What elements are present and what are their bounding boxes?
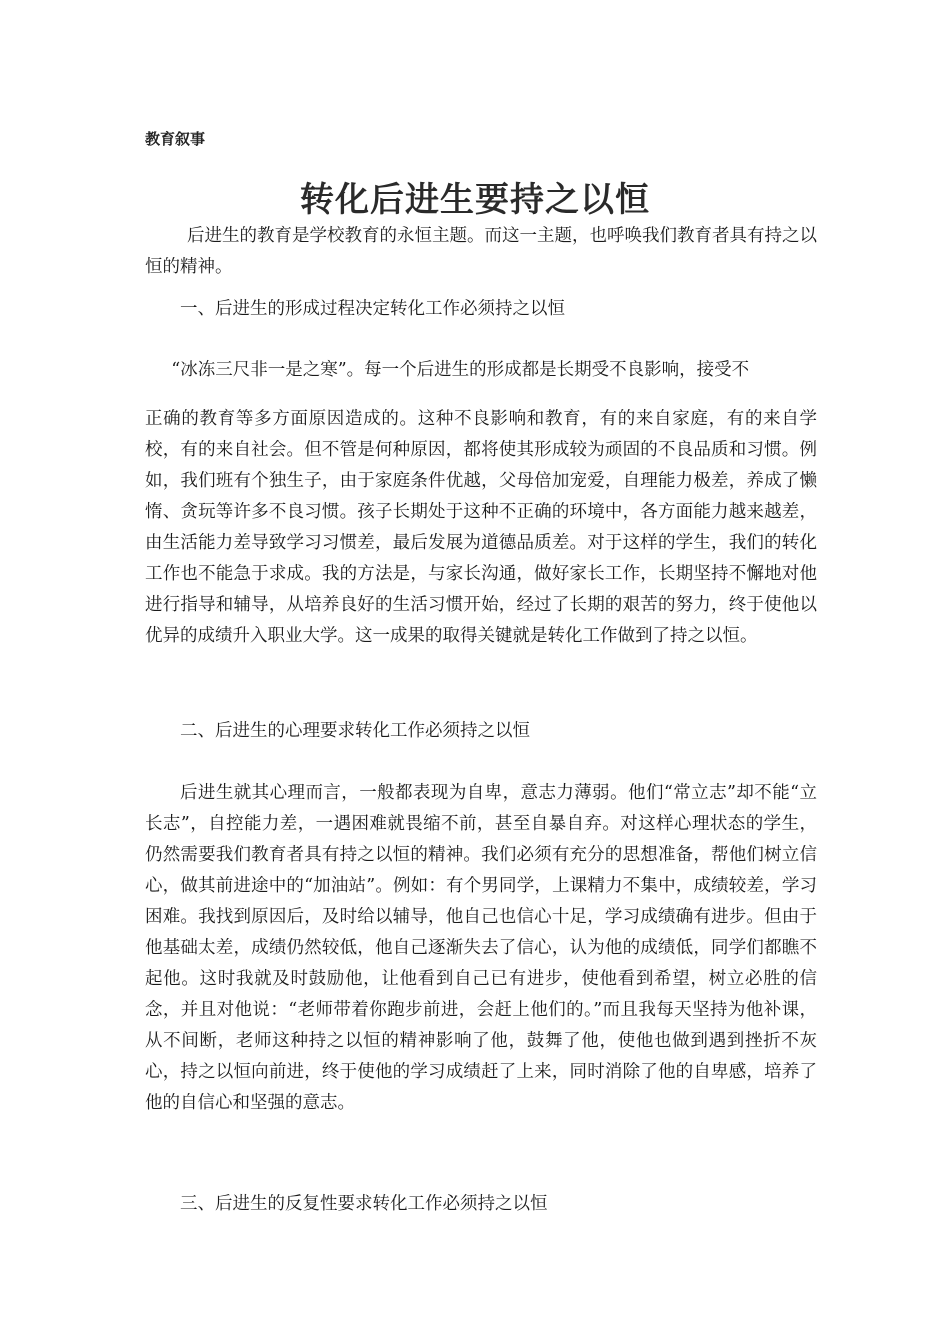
section3-heading: 三、后进生的反复性要求转化工作必须持之以恒: [180, 1194, 548, 1214]
section2-heading: 二、后进生的心理要求转化工作必须持之以恒: [180, 721, 530, 741]
section3-heading-block: [145, 1189, 817, 1220]
section1-paragraph: 正确的教育等多方面原因造成的。这种不良影响和教育，有的来自家庭，有的来自学校，有的来自社会。但不管是何种原因，都将使其形成较为顽固的不良品质和习惯。例如，我们班有个独生子，由于家庭条件优越，父母倍加宠爱，自理能力极差，养成了懒惰、贪玩等许多不良习惯。孩子长期处于这种不正确的环境中，各方面能力越来越差，由生活能力差导致学习习惯差，最后发展为道德品质差。对于这样的学生，我们的转化工作也不能急于求成。我的方法是，与家长沟通，做好家长工作，长期坚持不懈地对他进行指导和辅导，从培养良好的生活习惯开始，经过了长期的艰苦的努力，终于使他以优异的成绩升入职业大学。这一成果的取得关键就是转化工作做到了持之以恒。: [145, 409, 817, 646]
document-title: 转化后进生要持之以恒: [300, 180, 650, 220]
section2-paragraph-block: [145, 778, 817, 1119]
intro-text: 后进生的教育是学校教育的永恒主题。而这一主题，也呼唤我们教育者具有持之以恒的精神。: [145, 226, 817, 277]
section1-first-line-block: [145, 355, 817, 386]
document-category: 教育叙事: [145, 130, 206, 148]
section1-paragraph-block: [145, 404, 817, 652]
section2-paragraph: 后进生就其心理而言，一般都表现为自卑，意志力薄弱。他们“常立志”却不能“立长志”，自控能力差，一遇困难就畏缩不前，甚至自暴自弃。对这样心理状态的学生，仍然需要我们教育者具有持之以恒的精神。我们必须有充分的思想准备，帮他们树立信心，做其前进途中的“加油站”。例如：有个男同学，上课精力不集中，成绩较差，学习困难。我找到原因后，及时给以辅导，他自己也信心十足，学习成绩确有进步。但由于他基础太差，成绩仍然较低，他自己逐渐失去了信心，认为他的成绩低，同学们都瞧不起他。这时我就及时鼓励他，让他看到自己已有进步，使他看到希望，树立必胜的信念，并且对他说：“老师带着你跑步前进，会赶上他们的。”而且我每天坚持为他补课，从不间断，老师这种持之以恒的精神影响了他，鼓舞了他，使他也做到遇到挫折不灰心，持之以恒向前进，终于使他的学习成绩赶了上来，同时消除了他的自卑感，培养了他的自信心和坚强的意志。: [145, 783, 817, 1113]
section1-paragraph-first-line: “冰冻三尺非一是之寒”。每一个后进生的形成都是长期受不良影响，接受不: [171, 360, 750, 380]
intro-paragraph: [145, 221, 817, 283]
section1-heading-block: [145, 294, 817, 325]
section2-heading-block: [145, 716, 817, 747]
section1-heading: 一、后进生的形成过程决定转化工作必须持之以恒: [180, 299, 565, 319]
